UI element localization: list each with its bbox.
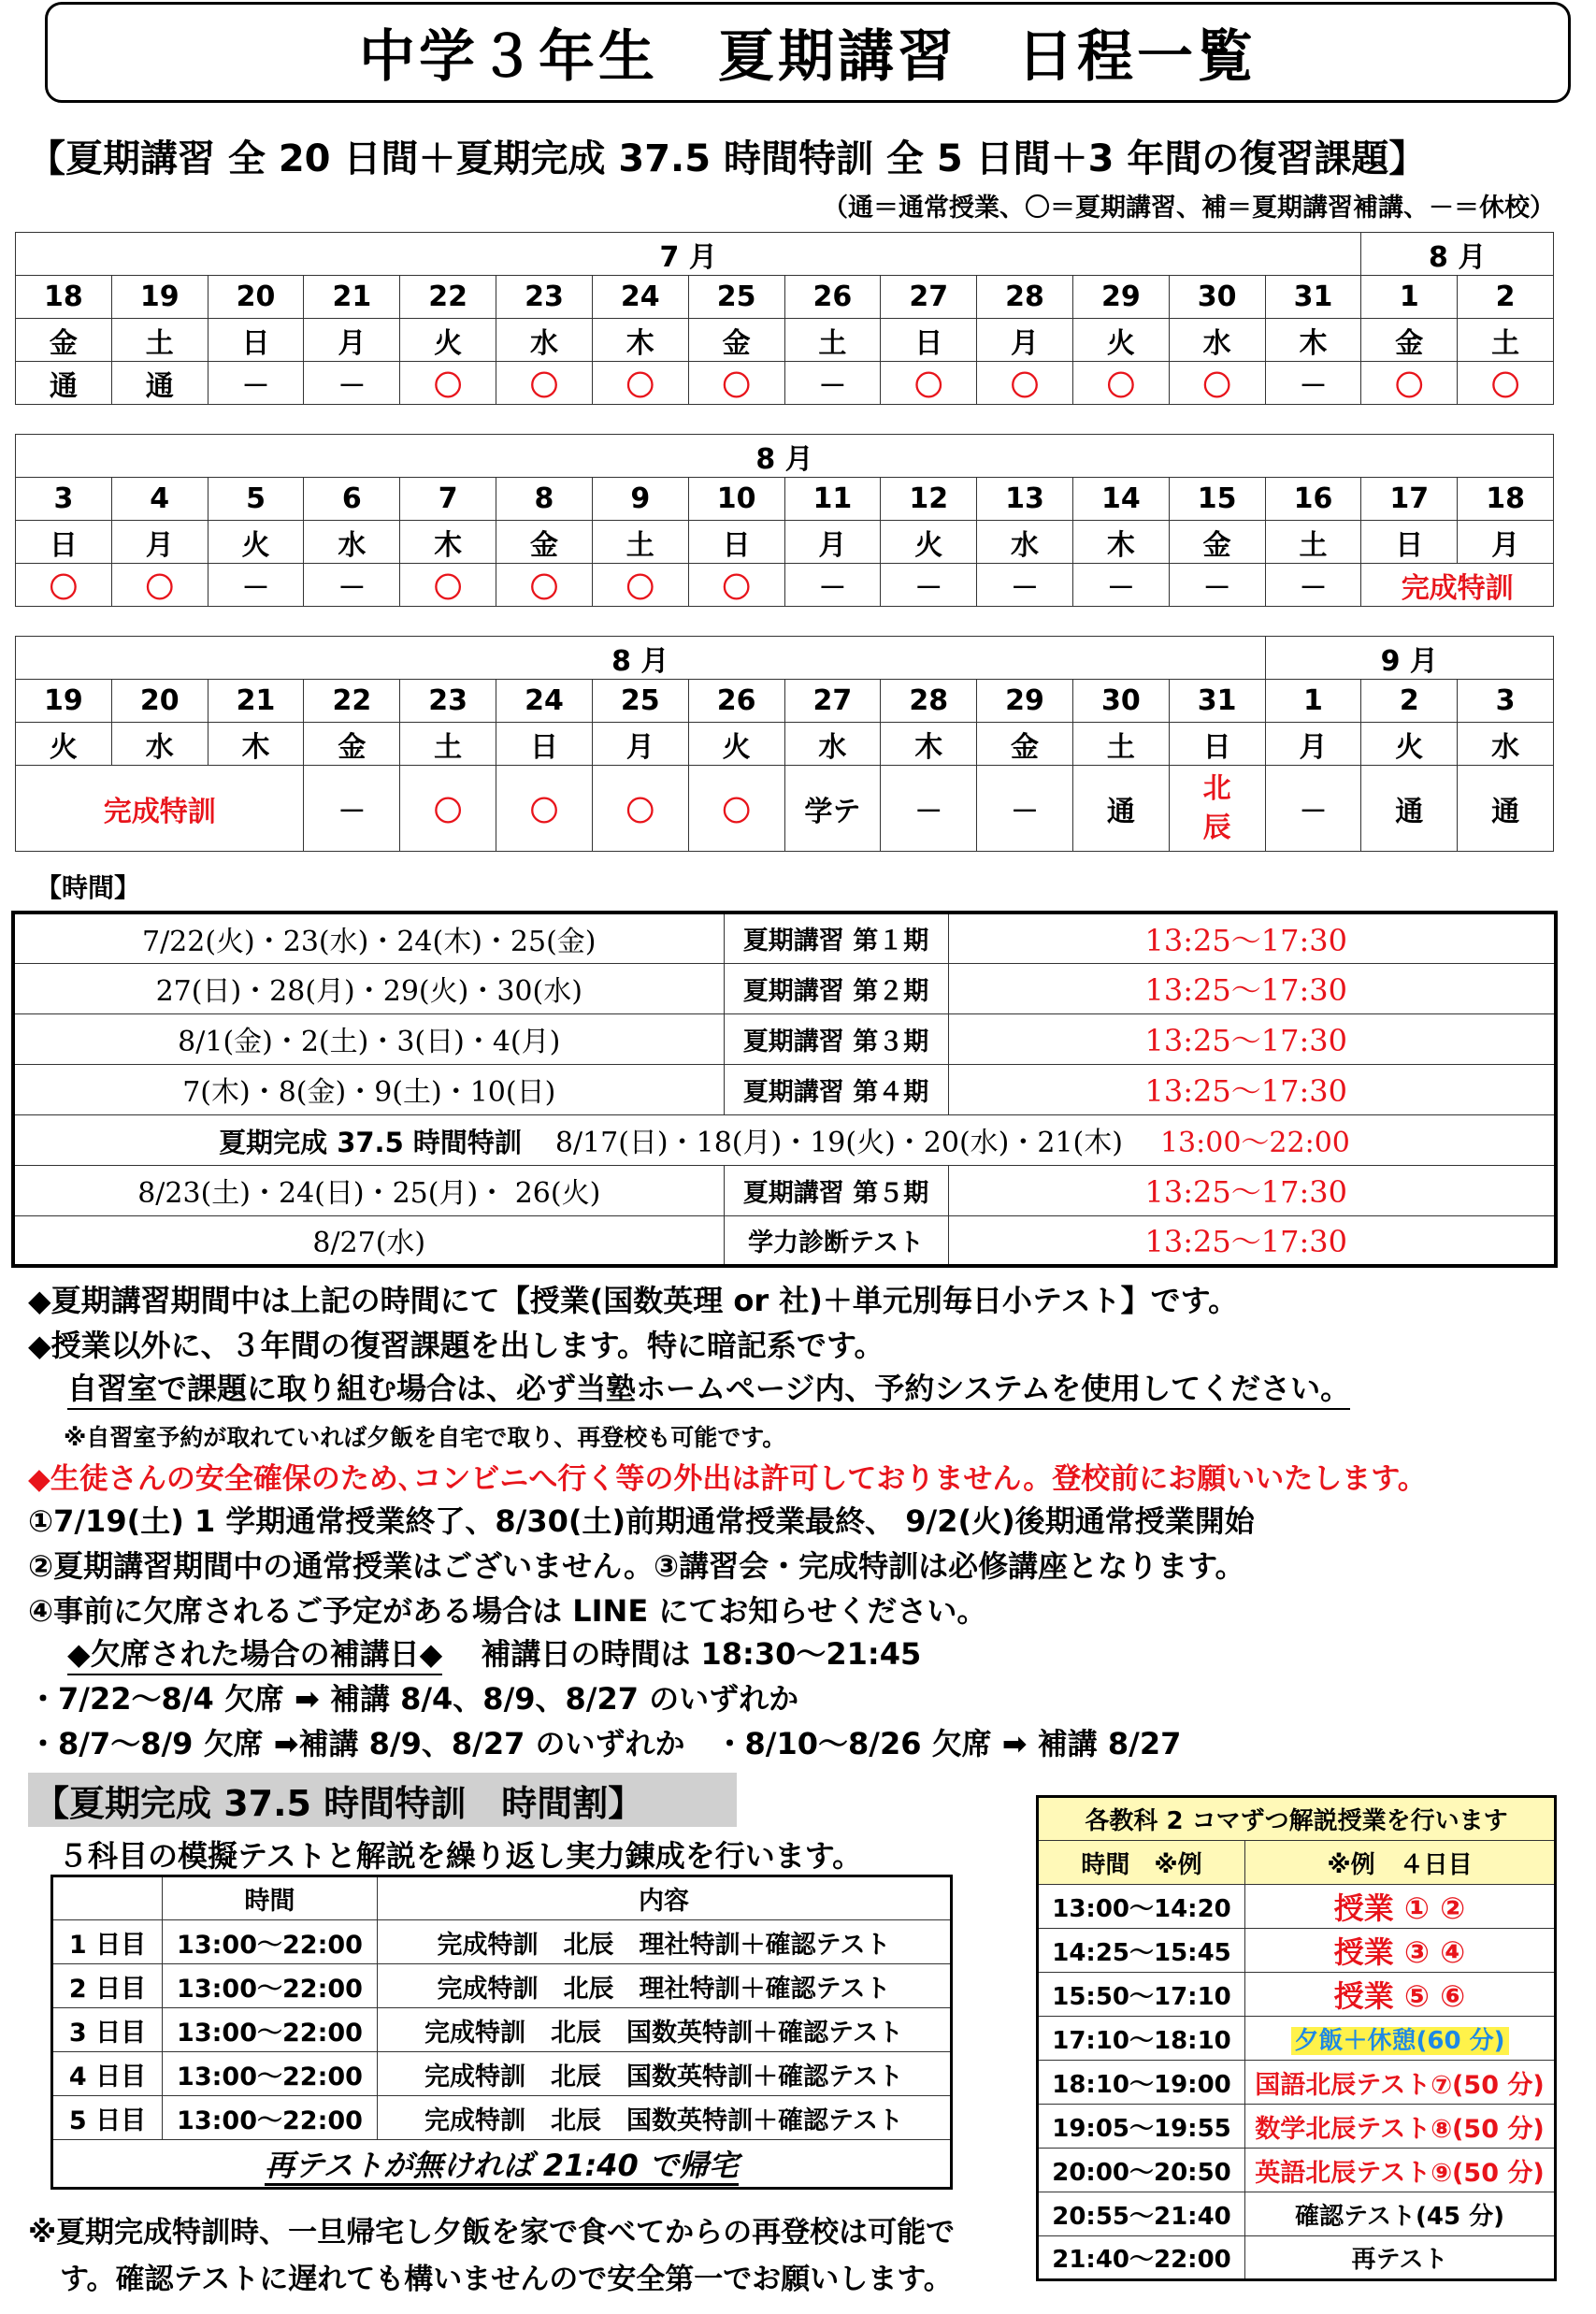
schedule-content: 完成特訓 北辰 国数英特訓＋確認テスト: [378, 2008, 952, 2052]
day-cell: 23: [496, 276, 593, 319]
day-cell: 23: [400, 680, 496, 723]
month-cell: 9 月: [1265, 637, 1553, 680]
day-cell: 16: [1265, 478, 1361, 521]
mark-cell: －: [977, 564, 1073, 607]
mark-cell: －: [1169, 564, 1265, 607]
time-table: [11, 911, 1558, 1268]
mark-cell: 〇: [977, 362, 1073, 405]
mark-cell: 〇: [496, 564, 593, 607]
weekday-cell: 月: [784, 521, 881, 564]
weekday-cell: 土: [592, 521, 688, 564]
example-title-row: [1038, 1797, 1556, 1841]
schedule-header-row: [52, 1876, 952, 1920]
mark-row: [16, 564, 1554, 607]
day-cell: 27: [881, 276, 977, 319]
schedule-row: [52, 2008, 952, 2052]
weekday-cell: 水: [1169, 319, 1265, 362]
time-row: [13, 1165, 1556, 1215]
example-time: 14:25～15:45: [1038, 1929, 1245, 1973]
special-note-2: す。確認テストに遅れても構いませんので安全第一でお願いします。: [60, 2263, 953, 2296]
mark-cell: 〇: [592, 362, 688, 405]
mark-cell: －: [208, 564, 304, 607]
day-cell: 12: [881, 478, 977, 521]
weekday-cell: 火: [208, 521, 304, 564]
weekday-cell: 水: [1458, 723, 1554, 766]
day-cell: 31: [1265, 276, 1361, 319]
example-table: [1036, 1795, 1557, 2281]
mark-cell: －: [881, 564, 977, 607]
schedule-footer: 再テストが無ければ 21:40 で帰宅: [265, 2148, 739, 2186]
schedule-time: 13:00～22:00: [163, 2096, 378, 2140]
example-row: [1038, 1973, 1556, 2017]
day-cell: 2: [1361, 680, 1458, 723]
mark-cell: 〇: [496, 766, 593, 852]
note-7: ②夏期講習期間中の通常授業はございません。③講習会・完成特訓は必修講座となります。: [28, 1548, 1245, 1584]
day-cell: 19: [16, 680, 112, 723]
note-4: ※自習室予約が取れていれば夕飯を自宅で取り、再登校も可能です。: [64, 1424, 786, 1451]
day-cell: 15: [1169, 478, 1265, 521]
day-row: [16, 478, 1554, 521]
day-cell: 25: [688, 276, 784, 319]
time-label: 夏期講習 第４期: [724, 1064, 948, 1114]
weekday-cell: 木: [881, 723, 977, 766]
mark-row: [16, 362, 1554, 405]
schedule-row: [52, 2096, 952, 2140]
mark-cell: 〇: [496, 362, 593, 405]
weekday-cell: 木: [1072, 521, 1169, 564]
mark-cell: －: [881, 766, 977, 852]
weekday-cell: 水: [977, 521, 1073, 564]
time-value: 13:25～17:30: [948, 1165, 1556, 1215]
mark-row: [16, 766, 1554, 852]
example-time: 13:00～14:20: [1038, 1885, 1245, 1929]
weekday-cell: 火: [1072, 319, 1169, 362]
weekday-cell: 土: [111, 319, 208, 362]
weekday-cell: 土: [1072, 723, 1169, 766]
mark-cell: 〇: [688, 362, 784, 405]
note-2: ◆授業以外に、３年間の復習課題を出します。特に暗記系です。: [28, 1328, 884, 1363]
month-cell: 8 月: [1361, 233, 1554, 276]
schedule-header-time: 時間: [163, 1876, 378, 1920]
mark-cell: －: [784, 564, 881, 607]
mark-cell: 〇: [400, 766, 496, 852]
mark-cell: －: [1265, 362, 1361, 405]
day-cell: 28: [881, 680, 977, 723]
day-cell: 19: [111, 276, 208, 319]
special-schedule-table: [50, 1875, 953, 2190]
day-cell: 28: [977, 276, 1073, 319]
weekday-cell: 日: [1361, 521, 1458, 564]
time-value: 13:25～17:30: [948, 913, 1556, 963]
weekday-cell: 月: [977, 319, 1073, 362]
day-cell: 21: [208, 680, 304, 723]
mark-cell: 通: [111, 362, 208, 405]
time-dates: 27(日)・28(月)・29(火)・30(水): [13, 963, 724, 1013]
day-cell: 31: [1169, 680, 1265, 723]
weekday-cell: 水: [496, 319, 593, 362]
weekday-cell: 水: [304, 521, 400, 564]
day-cell: 6: [304, 478, 400, 521]
mark-cell: －: [1265, 564, 1361, 607]
time-special-label: 夏期完成 37.5 時間特訓: [219, 1127, 522, 1158]
day-cell: 14: [1072, 478, 1169, 521]
legend: （通＝通常授業、〇＝夏期講習、補＝夏期講習補講、－＝休校）: [823, 194, 1555, 223]
time-value: 13:25～17:30: [948, 1013, 1556, 1064]
schedule-time: 13:00～22:00: [163, 2052, 378, 2096]
weekday-cell: 金: [1361, 319, 1458, 362]
mark-cell: 通: [1458, 766, 1554, 852]
day-cell: 11: [784, 478, 881, 521]
special-section-heading: 【夏期完成 37.5 時間特訓 時間割】: [28, 1773, 737, 1827]
mark-cell: －: [1072, 564, 1169, 607]
day-cell: 29: [977, 680, 1073, 723]
mark-cell: －: [977, 766, 1073, 852]
example-content: 再テスト: [1351, 2246, 1448, 2274]
weekday-cell: 木: [208, 723, 304, 766]
example-content: 確認テスト(45 分): [1295, 2202, 1504, 2231]
day-cell: 3: [1458, 680, 1554, 723]
schedule-day: 1 日目: [52, 1920, 163, 1964]
note-3: 自習室で課題に取り組む場合は、必ず当塾ホームページ内、予約システムを使用してください。: [67, 1371, 1350, 1410]
weekday-cell: 木: [400, 521, 496, 564]
weekday-cell: 火: [16, 723, 112, 766]
day-cell: 27: [784, 680, 881, 723]
schedule-content: 完成特訓 北辰 国数英特訓＋確認テスト: [378, 2052, 952, 2096]
day-cell: 13: [977, 478, 1073, 521]
weekday-row: [16, 521, 1554, 564]
mark-cell: 通: [16, 362, 112, 405]
time-row: [13, 963, 1556, 1013]
weekday-cell: 金: [496, 521, 593, 564]
time-dates: 8/27(水): [13, 1215, 724, 1266]
month-row: [16, 233, 1554, 276]
mark-cell: 〇: [16, 564, 112, 607]
example-header-row: [1038, 1841, 1556, 1885]
mark-cell: 〇: [688, 564, 784, 607]
schedule-day: 2 日目: [52, 1964, 163, 2008]
schedule-footer-cell: [52, 2140, 952, 2189]
note-10: ・7/22～8/4 欠席 ➡ 補講 8/4、8/9、8/27 のいずれか: [28, 1681, 799, 1717]
schedule-content: 完成特訓 北辰 理社特訓＋確認テスト: [378, 1964, 952, 2008]
example-content-cell: [1245, 1973, 1556, 2017]
month-cell: 8 月: [16, 637, 1266, 680]
note-5: ◆生徒さんの安全確保のため､コンビニへ行く等の外出は許可しておりません。登校前にお願いいたします。: [28, 1462, 1427, 1496]
weekday-cell: 火: [881, 521, 977, 564]
day-cell: 30: [1169, 276, 1265, 319]
example-content: 国語北辰テスト⑦(50 分): [1255, 2070, 1545, 2100]
note-8: ④事前に欠席されるご予定がある場合は LINE にてお知らせください。: [28, 1593, 987, 1629]
day-cell: 1: [1361, 276, 1458, 319]
day-cell: 29: [1072, 276, 1169, 319]
month-cell: 7 月: [16, 233, 1361, 276]
example-time: 20:55～21:40: [1038, 2192, 1245, 2236]
weekday-cell: 木: [592, 319, 688, 362]
day-cell: 21: [304, 276, 400, 319]
mark-cell: 〇: [400, 362, 496, 405]
special-section-sub: ５科目の模擬テストと解説を繰り返し実力錬成を行います。: [58, 1838, 863, 1874]
mark-cell: －: [208, 362, 304, 405]
example-content-cell: [1245, 2149, 1556, 2192]
example-content-cell: [1245, 2192, 1556, 2236]
day-cell: 9: [592, 478, 688, 521]
schedule-time: 13:00～22:00: [163, 2008, 378, 2052]
weekday-cell: 土: [1265, 521, 1361, 564]
day-cell: 20: [111, 680, 208, 723]
time-value: 13:25～17:30: [948, 1215, 1556, 1266]
example-time: 18:10～19:00: [1038, 2061, 1245, 2105]
day-cell: 24: [592, 276, 688, 319]
mark-cell: 〇: [592, 564, 688, 607]
time-special-row: [13, 1114, 1556, 1165]
mark-cell: －: [304, 564, 400, 607]
mark-cell: －: [1265, 766, 1361, 852]
day-cell: 26: [784, 276, 881, 319]
note-3-wrap: [67, 1365, 1350, 1408]
weekday-cell: 水: [111, 723, 208, 766]
time-row: [13, 1215, 1556, 1266]
mark-cell: 〇: [1458, 362, 1554, 405]
note-1: ◆夏期講習期間中は上記の時間にて【授業(国数英理 or 社)＋単元別毎日小テスト】です。: [28, 1283, 1239, 1318]
schedule-header-content: 内容: [378, 1876, 952, 1920]
schedule-time: 13:00～22:00: [163, 1920, 378, 1964]
day-cell: 18: [16, 276, 112, 319]
calendar-july: [15, 232, 1554, 405]
schedule-header-empty: [52, 1876, 163, 1920]
example-content: 授業 ⑤ ⑥: [1333, 1978, 1466, 2014]
weekday-cell: 月: [1458, 521, 1554, 564]
day-cell: 25: [592, 680, 688, 723]
example-content-cell: [1245, 2105, 1556, 2149]
example-time: 19:05～19:55: [1038, 2105, 1245, 2149]
time-special-time: 13:00～22:00: [1159, 1127, 1350, 1159]
weekday-cell: 日: [208, 319, 304, 362]
weekday-cell: 火: [400, 319, 496, 362]
day-cell: 2: [1458, 276, 1554, 319]
mark-cell: －: [304, 362, 400, 405]
example-row: [1038, 2236, 1556, 2280]
schedule-footer-row: [52, 2140, 952, 2189]
weekday-cell: 月: [304, 319, 400, 362]
time-dates: 8/1(金)・2(土)・3(日)・4(月): [13, 1013, 724, 1064]
weekday-cell: 日: [496, 723, 593, 766]
example-row: [1038, 2192, 1556, 2236]
weekday-row: [16, 723, 1554, 766]
weekday-cell: 月: [111, 521, 208, 564]
example-content: 英語北辰テスト⑨(50 分): [1255, 2158, 1545, 2188]
example-content-cell: [1245, 2236, 1556, 2280]
example-content-cell: [1245, 2061, 1556, 2105]
hokushin-cell: [1169, 766, 1265, 852]
example-time: 20:00～20:50: [1038, 2149, 1245, 2192]
month-row: [16, 435, 1554, 478]
day-cell: 7: [400, 478, 496, 521]
note-11: ・8/7～8/9 欠席 ➡補講 8/9、8/27 のいずれか ・8/10～8/26 欠席 ➡ 補講 8/27: [28, 1726, 1182, 1761]
time-dates: 7(木)・8(金)・9(土)・10(日): [13, 1064, 724, 1114]
day-cell: 30: [1072, 680, 1169, 723]
calendar-august-2: [15, 636, 1554, 852]
example-header-content: ※例 ４日目: [1245, 1841, 1556, 1885]
time-label: 夏期講習 第３期: [724, 1013, 948, 1064]
weekday-cell: 金: [304, 723, 400, 766]
time-label: 学力診断テスト: [724, 1215, 948, 1266]
weekday-cell: 月: [592, 723, 688, 766]
schedule-content: 完成特訓 北辰 理社特訓＋確認テスト: [378, 1920, 952, 1964]
mark-cell: 学テ: [784, 766, 881, 852]
example-content-cell: [1245, 2017, 1556, 2061]
month-cell: 8 月: [16, 435, 1554, 478]
weekday-cell: 水: [784, 723, 881, 766]
special-note-1: ※夏期完成特訓時、一旦帰宅し夕飯を家で食べてからの再登校は可能で: [28, 2216, 956, 2249]
weekday-cell: 土: [784, 319, 881, 362]
day-cell: 22: [304, 680, 400, 723]
day-cell: 26: [688, 680, 784, 723]
day-row: [16, 276, 1554, 319]
day-cell: 17: [1361, 478, 1458, 521]
example-row: [1038, 2017, 1556, 2061]
title-box: [45, 2, 1571, 103]
time-row: [13, 1013, 1556, 1064]
time-special-cell: [13, 1114, 1556, 1165]
example-row: [1038, 2061, 1556, 2105]
example-content: 数学北辰テスト⑧(50 分): [1255, 2114, 1545, 2144]
mark-cell: 通: [1072, 766, 1169, 852]
note-6: ①7/19(土) 1 学期通常授業終了、8/30(土)前期通常授業最終、 9/2(火)後期通常授業開始: [28, 1503, 1255, 1539]
weekday-row: [16, 319, 1554, 362]
mark-cell: 〇: [111, 564, 208, 607]
weekday-cell: 木: [1265, 319, 1361, 362]
page-title: 中学３年生 夏期講習 日程一覧: [359, 24, 1257, 90]
time-value: 13:25～17:30: [948, 963, 1556, 1013]
time-row: [13, 1064, 1556, 1114]
mark-cell: 〇: [592, 766, 688, 852]
weekday-cell: 金: [977, 723, 1073, 766]
time-label: 夏期講習 第５期: [724, 1165, 948, 1215]
mark-cell: 〇: [1072, 362, 1169, 405]
day-cell: 5: [208, 478, 304, 521]
schedule-day: 4 日目: [52, 2052, 163, 2096]
schedule-day: 5 日目: [52, 2096, 163, 2140]
calendar-august-1: [15, 434, 1554, 607]
example-row: [1038, 2105, 1556, 2149]
time-heading: 【時間】: [36, 872, 141, 903]
mark-cell: －: [784, 362, 881, 405]
schedule-time: 13:00～22:00: [163, 1964, 378, 2008]
example-row: [1038, 2149, 1556, 2192]
hokushin-label: 北辰: [1202, 771, 1231, 844]
day-cell: 3: [16, 478, 112, 521]
weekday-cell: 火: [1361, 723, 1458, 766]
example-title: 各教科 2 コマずつ解説授業を行います: [1038, 1797, 1556, 1841]
note-9: [67, 1631, 921, 1674]
day-cell: 22: [400, 276, 496, 319]
weekday-cell: 土: [1458, 319, 1554, 362]
time-label: 夏期講習 第１期: [724, 913, 948, 963]
example-content: 授業 ③ ④: [1333, 1934, 1466, 1970]
day-cell: 18: [1458, 478, 1554, 521]
example-time: 21:40～22:00: [1038, 2236, 1245, 2280]
example-time: 17:10～18:10: [1038, 2017, 1245, 2061]
example-row: [1038, 1885, 1556, 1929]
makeup-time: 補講日の時間は 18:30～21:45: [481, 1636, 922, 1672]
weekday-cell: 日: [688, 521, 784, 564]
day-cell: 10: [688, 478, 784, 521]
time-special-dates: 8/17(日)・18(月)・19(火)・20(水)・21(木): [554, 1127, 1123, 1159]
mark-cell: 〇: [400, 564, 496, 607]
weekday-cell: 金: [688, 319, 784, 362]
example-time: 15:50～17:10: [1038, 1973, 1245, 2017]
example-content-cell: [1245, 1929, 1556, 1973]
example-content: 夕飯＋休憩(60 分): [1291, 2027, 1509, 2055]
weekday-cell: 火: [688, 723, 784, 766]
day-cell: 8: [496, 478, 593, 521]
schedule-day: 3 日目: [52, 2008, 163, 2052]
day-cell: 4: [111, 478, 208, 521]
schedule-row: [52, 1964, 952, 2008]
time-value: 13:25～17:30: [948, 1064, 1556, 1114]
schedule-row: [52, 1920, 952, 1964]
weekday-cell: 月: [1265, 723, 1361, 766]
month-row: [16, 637, 1554, 680]
example-content: 授業 ① ②: [1333, 1890, 1466, 1926]
mark-cell: －: [304, 766, 400, 852]
time-row: [13, 913, 1556, 963]
weekday-cell: 日: [881, 319, 977, 362]
day-cell: 1: [1265, 680, 1361, 723]
time-dates: 7/22(火)・23(水)・24(木)・25(金): [13, 913, 724, 963]
special-training-cell: 完成特訓: [16, 766, 304, 852]
weekday-cell: 金: [16, 319, 112, 362]
time-label: 夏期講習 第２期: [724, 963, 948, 1013]
example-content-cell: [1245, 1885, 1556, 1929]
mark-cell: 〇: [1361, 362, 1458, 405]
mark-cell: 〇: [1169, 362, 1265, 405]
day-cell: 20: [208, 276, 304, 319]
day-cell: 24: [496, 680, 593, 723]
weekday-cell: 土: [400, 723, 496, 766]
weekday-cell: 金: [1169, 521, 1265, 564]
mark-cell: 〇: [688, 766, 784, 852]
weekday-cell: 日: [1169, 723, 1265, 766]
schedule-row: [52, 2052, 952, 2096]
example-header-time: 時間 ※例: [1038, 1841, 1245, 1885]
special-training-cell: 完成特訓: [1361, 564, 1554, 607]
example-row: [1038, 1929, 1556, 1973]
mark-cell: 通: [1361, 766, 1458, 852]
schedule-content: 完成特訓 北辰 国数英特訓＋確認テスト: [378, 2096, 952, 2140]
subtitle: 【夏期講習 全 20 日間＋夏期完成 37.5 時間特訓 全 5 日間＋3 年間の復習課題】: [28, 137, 1427, 180]
weekday-cell: 日: [16, 521, 112, 564]
mark-cell: 〇: [881, 362, 977, 405]
time-dates: 8/23(土)・24(日)・25(月)・ 26(火): [13, 1165, 724, 1215]
day-row: [16, 680, 1554, 723]
absence-heading: ◆欠席された場合の補講日◆: [67, 1636, 442, 1675]
